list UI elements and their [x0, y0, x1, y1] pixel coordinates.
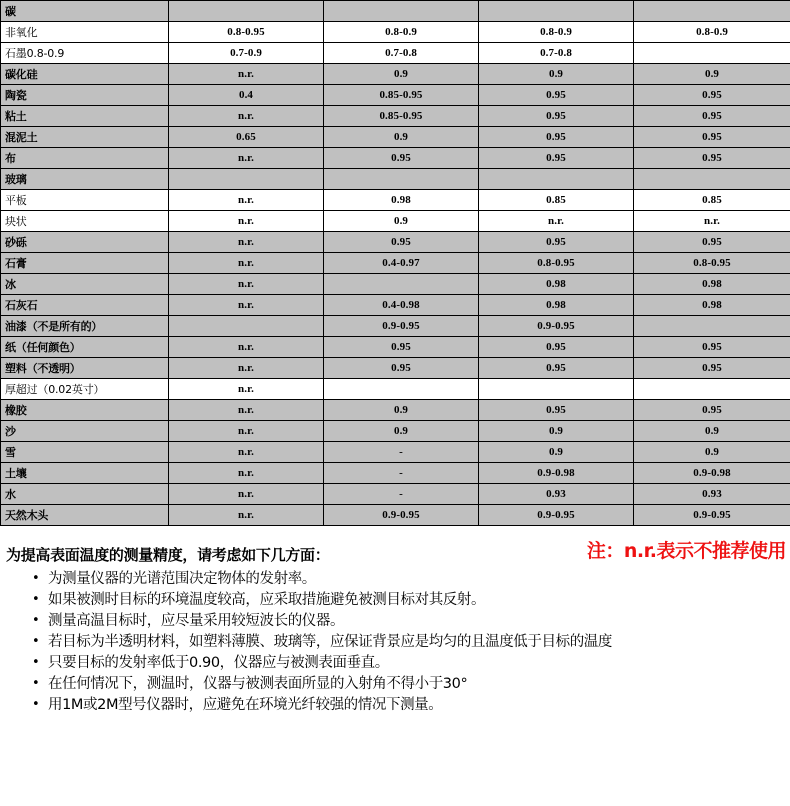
emissivity-value-cell: 0.9: [634, 64, 790, 85]
emissivity-value-cell: 0.95: [324, 358, 479, 379]
emissivity-value-cell: -: [324, 463, 479, 484]
emissivity-value-cell: 0.95: [479, 400, 634, 421]
emissivity-value-cell: n.r.: [169, 505, 324, 526]
material-name-cell: 块状: [1, 211, 169, 232]
emissivity-value-cell: 0.8-0.9: [634, 22, 790, 43]
emissivity-value-cell: [169, 316, 324, 337]
emissivity-value-cell: [634, 316, 790, 337]
table-row: [1, 85, 790, 106]
emissivity-value-cell: 0.98: [634, 274, 790, 295]
tip-item: • 在任何情况下，测温时，仪器与被测表面所显的入射角不得小于30°: [0, 674, 790, 695]
emissivity-value-cell: n.r.: [479, 211, 634, 232]
material-name-cell: 碳: [1, 1, 169, 22]
emissivity-value-cell: 0.95: [479, 85, 634, 106]
nr-legend-note: 注：n.r.表示不推荐使用: [586, 540, 786, 562]
emissivity-value-cell: [324, 169, 479, 190]
table-row: [1, 316, 790, 337]
table-row: [1, 1, 790, 22]
emissivity-value-cell: [634, 169, 790, 190]
table-row: [1, 337, 790, 358]
emissivity-value-cell: [634, 379, 790, 400]
emissivity-value-cell: 0.9-0.95: [324, 505, 479, 526]
emissivity-value-cell: 0.7-0.8: [479, 43, 634, 64]
material-name-cell: 油漆（不是所有的）: [1, 316, 169, 337]
emissivity-value-cell: -: [324, 484, 479, 505]
emissivity-value-cell: 0.95: [634, 358, 790, 379]
tip-item: • 若目标为半透明材料，如塑料薄膜、玻璃等，应保证背景应是均匀的且温度低于目标的温度: [0, 632, 790, 653]
emissivity-value-cell: [479, 1, 634, 22]
emissivity-value-cell: [634, 43, 790, 64]
emissivity-value-cell: [169, 169, 324, 190]
emissivity-value-cell: 0.9-0.98: [634, 463, 790, 484]
table-row: [1, 211, 790, 232]
emissivity-value-cell: [479, 169, 634, 190]
emissivity-value-cell: n.r.: [169, 253, 324, 274]
emissivity-value-cell: 0.85-0.95: [324, 85, 479, 106]
emissivity-value-cell: 0.95: [479, 106, 634, 127]
emissivity-value-cell: n.r.: [169, 211, 324, 232]
emissivity-value-cell: [479, 379, 634, 400]
emissivity-value-cell: n.r.: [169, 190, 324, 211]
emissivity-value-cell: 0.95: [634, 148, 790, 169]
material-name-cell: 布: [1, 148, 169, 169]
emissivity-value-cell: 0.95: [634, 106, 790, 127]
emissivity-value-cell: 0.9-0.98: [479, 463, 634, 484]
emissivity-value-cell: 0.95: [479, 358, 634, 379]
emissivity-value-cell: n.r.: [169, 421, 324, 442]
emissivity-value-cell: n.r.: [169, 106, 324, 127]
material-name-cell: 天然木头: [1, 505, 169, 526]
emissivity-value-cell: 0.95: [479, 337, 634, 358]
emissivity-value-cell: 0.98: [634, 295, 790, 316]
tip-item: • 如果被测时目标的环境温度较高，应采取措施避免被测目标对其反射。: [0, 590, 790, 611]
emissivity-value-cell: 0.7-0.8: [324, 43, 479, 64]
emissivity-value-cell: 0.9: [634, 421, 790, 442]
emissivity-value-cell: 0.95: [479, 232, 634, 253]
table-row: [1, 400, 790, 421]
emissivity-value-cell: 0.9: [634, 442, 790, 463]
emissivity-value-cell: [324, 379, 479, 400]
table-row: [1, 379, 790, 400]
table-row: [1, 169, 790, 190]
tip-item: • 为测量仪器的光谱范围决定物体的发射率。: [0, 569, 790, 590]
emissivity-value-cell: [169, 1, 324, 22]
material-name-cell: 粘土: [1, 106, 169, 127]
emissivity-value-cell: 0.9: [479, 442, 634, 463]
table-row: [1, 358, 790, 379]
emissivity-value-cell: 0.9: [479, 64, 634, 85]
emissivity-value-cell: 0.95: [479, 148, 634, 169]
emissivity-value-cell: 0.8-0.95: [169, 22, 324, 43]
emissivity-value-cell: n.r.: [169, 148, 324, 169]
material-name-cell: 塑料（不透明）: [1, 358, 169, 379]
emissivity-value-cell: 0.98: [324, 190, 479, 211]
material-name-cell: 水: [1, 484, 169, 505]
emissivity-value-cell: 0.9: [324, 127, 479, 148]
emissivity-value-cell: n.r.: [169, 337, 324, 358]
table-row: [1, 43, 790, 64]
emissivity-value-cell: n.r.: [169, 274, 324, 295]
emissivity-value-cell: [324, 1, 479, 22]
table-row: [1, 274, 790, 295]
emissivity-value-cell: 0.95: [634, 85, 790, 106]
emissivity-value-cell: n.r.: [169, 379, 324, 400]
emissivity-value-cell: 0.95: [634, 232, 790, 253]
emissivity-value-cell: 0.85-0.95: [324, 106, 479, 127]
emissivity-value-cell: 0.4: [169, 85, 324, 106]
emissivity-value-cell: 0.8-0.9: [479, 22, 634, 43]
material-name-cell: 沙: [1, 421, 169, 442]
material-name-cell: 橡胶: [1, 400, 169, 421]
material-name-cell: 纸（任何颜色）: [1, 337, 169, 358]
emissivity-value-cell: 0.93: [634, 484, 790, 505]
table-row: [1, 463, 790, 484]
material-name-cell: 雪: [1, 442, 169, 463]
material-name-cell: 玻璃: [1, 169, 169, 190]
table-row: [1, 505, 790, 526]
emissivity-value-cell: 0.98: [479, 274, 634, 295]
emissivity-value-cell: 0.95: [479, 127, 634, 148]
table-row: [1, 253, 790, 274]
emissivity-value-cell: n.r.: [169, 64, 324, 85]
emissivity-value-cell: 0.9: [324, 211, 479, 232]
emissivity-value-cell: 0.85: [634, 190, 790, 211]
material-name-cell: 石膏: [1, 253, 169, 274]
emissivity-value-cell: 0.9: [324, 64, 479, 85]
emissivity-value-cell: [634, 1, 790, 22]
emissivity-value-cell: -: [324, 442, 479, 463]
emissivity-value-cell: 0.93: [479, 484, 634, 505]
measurement-tips-list: [0, 569, 790, 716]
emissivity-value-cell: n.r.: [169, 442, 324, 463]
material-name-cell: 砂砾: [1, 232, 169, 253]
material-name-cell: 冰: [1, 274, 169, 295]
emissivity-value-cell: n.r.: [634, 211, 790, 232]
table-row: [1, 64, 790, 85]
emissivity-value-cell: 0.95: [324, 337, 479, 358]
emissivity-value-cell: 0.95: [324, 232, 479, 253]
material-name-cell: 碳化硅: [1, 64, 169, 85]
table-row: [1, 442, 790, 463]
material-name-cell: 非氧化: [1, 22, 169, 43]
emissivity-value-cell: 0.8-0.95: [479, 253, 634, 274]
tip-item: • 只要目标的发射率低于0.90，仪器应与被测表面垂直。: [0, 653, 790, 674]
table-row: [1, 190, 790, 211]
emissivity-value-cell: n.r.: [169, 463, 324, 484]
table-row: [1, 22, 790, 43]
table-row: [1, 421, 790, 442]
emissivity-value-cell: 0.9: [324, 421, 479, 442]
emissivity-value-cell: 0.4-0.97: [324, 253, 479, 274]
table-row: [1, 484, 790, 505]
notes-section: [0, 536, 790, 716]
table-row: [1, 127, 790, 148]
material-name-cell: 厚超过（0.02英寸）: [1, 379, 169, 400]
table-row: [1, 106, 790, 127]
emissivity-value-cell: 0.8-0.95: [634, 253, 790, 274]
emissivity-value-cell: 0.9: [324, 400, 479, 421]
emissivity-value-cell: 0.9: [479, 421, 634, 442]
tip-item: • 用1M或2M型号仪器时，应避免在环境光纤较强的情况下测量。: [0, 695, 790, 716]
emissivity-value-cell: 0.95: [634, 127, 790, 148]
emissivity-value-cell: 0.9-0.95: [479, 316, 634, 337]
material-name-cell: 混泥土: [1, 127, 169, 148]
emissivity-value-cell: n.r.: [169, 400, 324, 421]
emissivity-value-cell: n.r.: [169, 358, 324, 379]
emissivity-value-cell: 0.95: [324, 148, 479, 169]
emissivity-value-cell: 0.9-0.95: [634, 505, 790, 526]
table-row: [1, 295, 790, 316]
emissivity-value-cell: n.r.: [169, 295, 324, 316]
material-name-cell: 石灰石: [1, 295, 169, 316]
emissivity-table-body: [1, 1, 790, 526]
emissivity-value-cell: n.r.: [169, 232, 324, 253]
emissivity-value-cell: 0.98: [479, 295, 634, 316]
material-name-cell: 土壤: [1, 463, 169, 484]
emissivity-value-cell: 0.95: [634, 400, 790, 421]
emissivity-value-cell: 0.85: [479, 190, 634, 211]
material-name-cell: 平板: [1, 190, 169, 211]
emissivity-value-cell: [324, 274, 479, 295]
tip-item: • 测量高温目标时，应尽量采用较短波长的仪器。: [0, 611, 790, 632]
emissivity-value-cell: 0.7-0.9: [169, 43, 324, 64]
emissivity-value-cell: 0.95: [634, 337, 790, 358]
material-name-cell: 陶瓷: [1, 85, 169, 106]
emissivity-value-cell: 0.9-0.95: [324, 316, 479, 337]
emissivity-value-cell: 0.9-0.95: [479, 505, 634, 526]
material-name-cell: 石墨0.8-0.9: [1, 43, 169, 64]
emissivity-value-cell: 0.8-0.9: [324, 22, 479, 43]
table-row: [1, 148, 790, 169]
table-row: [1, 232, 790, 253]
emissivity-value-cell: 0.4-0.98: [324, 295, 479, 316]
emissivity-value-cell: 0.65: [169, 127, 324, 148]
emissivity-value-cell: n.r.: [169, 484, 324, 505]
notes-heading: 为提高表面温度的测量精度，请考虑如下几方面：: [6, 546, 330, 564]
